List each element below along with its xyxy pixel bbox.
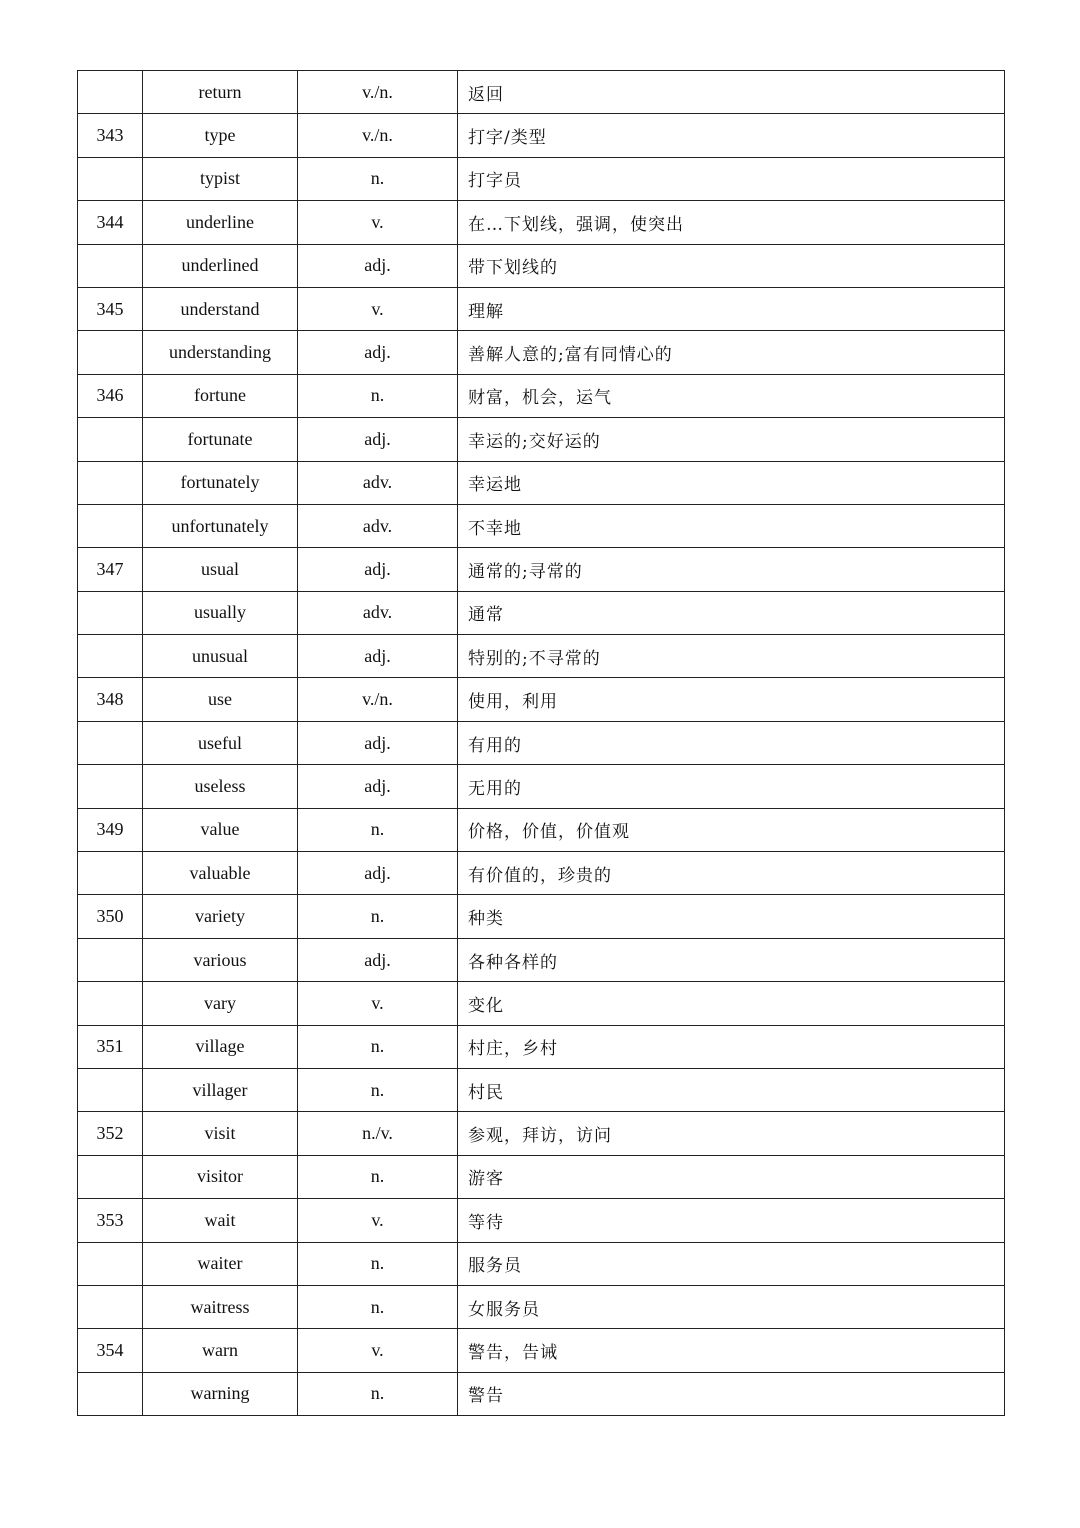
table-row	[78, 1372, 1005, 1415]
entry-number: 354	[78, 1329, 143, 1372]
word-cell: return	[143, 71, 298, 114]
meaning-cell: 村庄，乡村	[458, 1025, 1005, 1068]
part-of-speech-cell: adj.	[298, 938, 458, 981]
entry-number	[78, 504, 143, 547]
part-of-speech-cell: adj.	[298, 331, 458, 374]
part-of-speech-cell: adj.	[298, 548, 458, 591]
meaning-cell: 警告，告诫	[458, 1329, 1005, 1372]
entry-number	[78, 418, 143, 461]
part-of-speech-cell: v.	[298, 982, 458, 1025]
part-of-speech-cell: adj.	[298, 635, 458, 678]
meaning-cell: 幸运地	[458, 461, 1005, 504]
meaning-cell: 参观，拜访，访问	[458, 1112, 1005, 1155]
part-of-speech-cell: adv.	[298, 591, 458, 634]
table-row	[78, 1025, 1005, 1068]
word-cell: underlined	[143, 244, 298, 287]
entry-number	[78, 331, 143, 374]
part-of-speech-cell: adv.	[298, 461, 458, 504]
entry-number	[78, 1068, 143, 1111]
entry-number	[78, 938, 143, 981]
part-of-speech-cell: n./v.	[298, 1112, 458, 1155]
part-of-speech-cell: v./n.	[298, 678, 458, 721]
table-row	[78, 808, 1005, 851]
part-of-speech-cell: n.	[298, 1068, 458, 1111]
meaning-cell: 打字/类型	[458, 114, 1005, 157]
part-of-speech-cell: v./n.	[298, 71, 458, 114]
part-of-speech-cell: n.	[298, 1242, 458, 1285]
meaning-cell: 种类	[458, 895, 1005, 938]
meaning-cell: 有价值的，珍贵的	[458, 852, 1005, 895]
meaning-cell: 等待	[458, 1199, 1005, 1242]
word-cell: visit	[143, 1112, 298, 1155]
meaning-cell: 带下划线的	[458, 244, 1005, 287]
entry-number	[78, 1155, 143, 1198]
part-of-speech-cell: v.	[298, 1329, 458, 1372]
entry-number: 347	[78, 548, 143, 591]
part-of-speech-cell: n.	[298, 895, 458, 938]
table-row	[78, 71, 1005, 114]
entry-number	[78, 1285, 143, 1328]
word-cell: wait	[143, 1199, 298, 1242]
entry-number	[78, 635, 143, 678]
entry-number: 345	[78, 287, 143, 330]
table-row	[78, 548, 1005, 591]
meaning-cell: 村民	[458, 1068, 1005, 1111]
table-row	[78, 1112, 1005, 1155]
entry-number: 343	[78, 114, 143, 157]
part-of-speech-cell: v.	[298, 201, 458, 244]
table-row	[78, 1285, 1005, 1328]
table-row	[78, 504, 1005, 547]
meaning-cell: 游客	[458, 1155, 1005, 1198]
vocabulary-table	[77, 70, 1005, 1416]
meaning-cell: 使用，利用	[458, 678, 1005, 721]
word-cell: waitress	[143, 1285, 298, 1328]
word-cell: unfortunately	[143, 504, 298, 547]
table-row	[78, 157, 1005, 200]
word-cell: valuable	[143, 852, 298, 895]
table-row	[78, 1155, 1005, 1198]
word-cell: warning	[143, 1372, 298, 1415]
table-row	[78, 418, 1005, 461]
meaning-cell: 幸运的;交好运的	[458, 418, 1005, 461]
table-row	[78, 895, 1005, 938]
table-row	[78, 721, 1005, 764]
table-row	[78, 244, 1005, 287]
entry-number	[78, 157, 143, 200]
table-row	[78, 201, 1005, 244]
entry-number	[78, 765, 143, 808]
word-cell: understand	[143, 287, 298, 330]
meaning-cell: 不幸地	[458, 504, 1005, 547]
table-row	[78, 331, 1005, 374]
meaning-cell: 女服务员	[458, 1285, 1005, 1328]
word-cell: typist	[143, 157, 298, 200]
table-row	[78, 852, 1005, 895]
word-cell: type	[143, 114, 298, 157]
table-row	[78, 374, 1005, 417]
word-cell: unusual	[143, 635, 298, 678]
table-row	[78, 591, 1005, 634]
word-cell: warn	[143, 1329, 298, 1372]
table-row	[78, 938, 1005, 981]
table-row	[78, 1068, 1005, 1111]
part-of-speech-cell: v./n.	[298, 114, 458, 157]
part-of-speech-cell: adj.	[298, 852, 458, 895]
vocabulary-table-body	[78, 71, 1005, 1416]
meaning-cell: 变化	[458, 982, 1005, 1025]
part-of-speech-cell: v.	[298, 1199, 458, 1242]
meaning-cell: 善解人意的;富有同情心的	[458, 331, 1005, 374]
word-cell: understanding	[143, 331, 298, 374]
meaning-cell: 打字员	[458, 157, 1005, 200]
word-cell: various	[143, 938, 298, 981]
table-row	[78, 982, 1005, 1025]
entry-number: 346	[78, 374, 143, 417]
entry-number	[78, 244, 143, 287]
entry-number: 353	[78, 1199, 143, 1242]
meaning-cell: 价格，价值，价值观	[458, 808, 1005, 851]
word-cell: use	[143, 678, 298, 721]
meaning-cell: 警告	[458, 1372, 1005, 1415]
table-row	[78, 1199, 1005, 1242]
part-of-speech-cell: adj.	[298, 765, 458, 808]
entry-number: 348	[78, 678, 143, 721]
part-of-speech-cell: n.	[298, 1025, 458, 1068]
table-row	[78, 678, 1005, 721]
part-of-speech-cell: n.	[298, 374, 458, 417]
word-cell: usual	[143, 548, 298, 591]
meaning-cell: 通常	[458, 591, 1005, 634]
meaning-cell: 服务员	[458, 1242, 1005, 1285]
part-of-speech-cell: n.	[298, 157, 458, 200]
entry-number	[78, 1372, 143, 1415]
word-cell: village	[143, 1025, 298, 1068]
part-of-speech-cell: adj.	[298, 244, 458, 287]
part-of-speech-cell: n.	[298, 808, 458, 851]
entry-number: 349	[78, 808, 143, 851]
word-cell: variety	[143, 895, 298, 938]
entry-number	[78, 71, 143, 114]
part-of-speech-cell: adv.	[298, 504, 458, 547]
entry-number: 350	[78, 895, 143, 938]
word-cell: visitor	[143, 1155, 298, 1198]
meaning-cell: 理解	[458, 287, 1005, 330]
entry-number: 344	[78, 201, 143, 244]
part-of-speech-cell: adj.	[298, 418, 458, 461]
word-cell: fortunately	[143, 461, 298, 504]
meaning-cell: 有用的	[458, 721, 1005, 764]
part-of-speech-cell: n.	[298, 1285, 458, 1328]
part-of-speech-cell: n.	[298, 1372, 458, 1415]
part-of-speech-cell: v.	[298, 287, 458, 330]
meaning-cell: 各种各样的	[458, 938, 1005, 981]
word-cell: vary	[143, 982, 298, 1025]
table-row	[78, 1242, 1005, 1285]
entry-number: 351	[78, 1025, 143, 1068]
table-row	[78, 765, 1005, 808]
entry-number	[78, 721, 143, 764]
meaning-cell: 特别的;不寻常的	[458, 635, 1005, 678]
meaning-cell: 返回	[458, 71, 1005, 114]
table-row	[78, 114, 1005, 157]
word-cell: useless	[143, 765, 298, 808]
table-row	[78, 1329, 1005, 1372]
word-cell: waiter	[143, 1242, 298, 1285]
word-cell: fortune	[143, 374, 298, 417]
part-of-speech-cell: adj.	[298, 721, 458, 764]
word-cell: villager	[143, 1068, 298, 1111]
meaning-cell: 财富，机会，运气	[458, 374, 1005, 417]
table-row	[78, 461, 1005, 504]
meaning-cell: 在…下划线，强调，使突出	[458, 201, 1005, 244]
meaning-cell: 无用的	[458, 765, 1005, 808]
entry-number	[78, 591, 143, 634]
entry-number	[78, 982, 143, 1025]
word-cell: usually	[143, 591, 298, 634]
word-cell: useful	[143, 721, 298, 764]
table-row	[78, 635, 1005, 678]
entry-number	[78, 852, 143, 895]
part-of-speech-cell: n.	[298, 1155, 458, 1198]
entry-number	[78, 461, 143, 504]
word-cell: value	[143, 808, 298, 851]
table-row	[78, 287, 1005, 330]
entry-number: 352	[78, 1112, 143, 1155]
word-cell: underline	[143, 201, 298, 244]
meaning-cell: 通常的;寻常的	[458, 548, 1005, 591]
word-cell: fortunate	[143, 418, 298, 461]
entry-number	[78, 1242, 143, 1285]
